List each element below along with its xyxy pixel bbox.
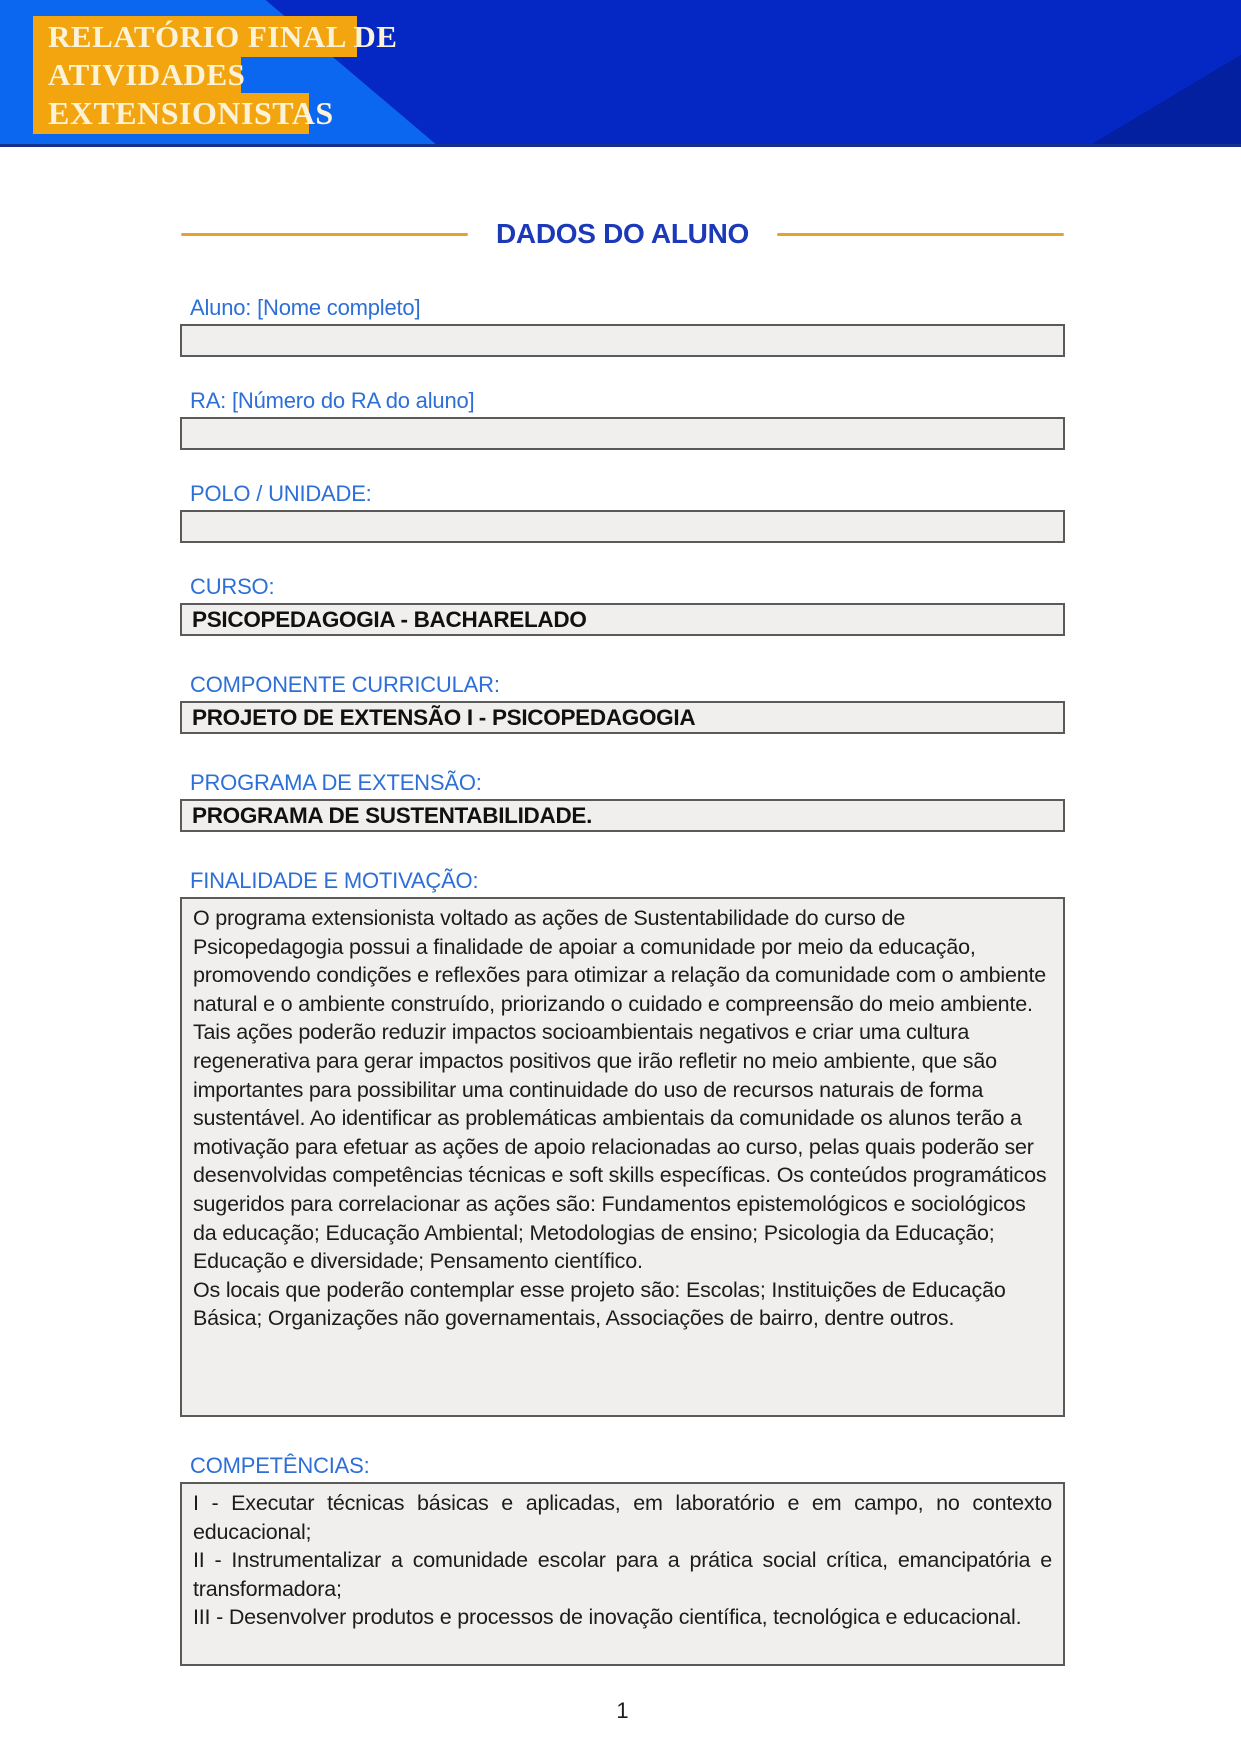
section-competencias bbox=[180, 1454, 1065, 1666]
banner-title-text-3: EXTENSIONISTAS bbox=[48, 95, 334, 131]
finalidade-text-box bbox=[180, 897, 1065, 1417]
field-polo bbox=[180, 482, 1065, 543]
title-rule-right bbox=[777, 233, 1064, 236]
banner-title-line-2 bbox=[33, 57, 246, 93]
page-footer bbox=[180, 1698, 1065, 1724]
field-programa-label: PROGRAMA DE EXTENSÃO: bbox=[190, 770, 482, 795]
programa-value: PROGRAMA DE SUSTENTABILIDADE. bbox=[192, 802, 593, 828]
banner-title-text-2: ATIVIDADES bbox=[48, 57, 246, 92]
title-rule-left bbox=[181, 233, 468, 236]
polo-input[interactable] bbox=[180, 510, 1065, 543]
field-componente-curricular bbox=[180, 673, 1065, 734]
componente-value: PROJETO DE EXTENSÃO I - PSICOPEDAGOGIA bbox=[192, 704, 696, 730]
curso-input[interactable] bbox=[180, 603, 1065, 636]
banner-title-line-1 bbox=[33, 16, 398, 57]
page-number: 1 bbox=[616, 1698, 629, 1723]
document-body bbox=[0, 218, 1241, 1724]
field-polo-label: POLO / UNIDADE: bbox=[190, 481, 372, 506]
banner-title-text-1: RELATÓRIO FINAL DE bbox=[48, 18, 398, 54]
field-aluno-label: Aluno: [Nome completo] bbox=[190, 295, 421, 320]
curso-value: PSICOPEDAGOGIA - BACHARELADO bbox=[192, 606, 587, 632]
section-finalidade bbox=[180, 869, 1065, 1417]
finalidade-label: FINALIDADE E MOTIVAÇÃO: bbox=[190, 868, 479, 893]
field-curso-label: CURSO: bbox=[190, 574, 275, 599]
field-curso bbox=[180, 575, 1065, 636]
programa-input[interactable] bbox=[180, 799, 1065, 832]
section-title-row bbox=[180, 218, 1065, 250]
finalidade-paragraph-1: O programa extensionista voltado as ações de Sustentabilidade do curso de Psicopedagogia possui a finalidade de apoiar a comunidade por meio da educação, promovendo condições e reflexões para otimizar a relação da comunidade com o ambiente natural e o ambiente construído, priorizando o cuidado e compreensão do meio ambiente. Tais ações poderão reduzir impactos socioambientais negativos e criar uma cultura regenerativa para gerar impactos positivos que irão refletir no meio ambiente, que são importantes para possibilitar uma continuidade do uso de recursos naturais de forma sustentável. Ao identificar as problemáticas ambientais da comunidade os alunos terão a motivação para efetuar as ações de apoio relacionadas ao curso, pelas quais poderão ser desenvolvidas competências técnicas e soft skills específicas. Os conteúdos programáticos sugeridos para correlacionar as ações são: Fundamentos epistemológicos e sociológicos da educação; Educação Ambiental; Metodologias de ensino; Psicologia da Educação; Educação e diversidade; Pensamento científico. bbox=[193, 906, 1047, 1274]
field-ra-label: RA: [Número do RA do aluno] bbox=[190, 388, 475, 413]
field-ra bbox=[180, 389, 1065, 450]
competencias-text-box bbox=[180, 1482, 1065, 1666]
field-aluno bbox=[180, 296, 1065, 357]
competencia-item-3: III - Desenvolver produtos e processos de inovação científica, tecnológica e educacional. bbox=[193, 1605, 1022, 1630]
header-banner bbox=[0, 0, 1241, 147]
page-title: DADOS DO ALUNO bbox=[496, 218, 749, 249]
competencia-item-1: I - Executar técnicas básicas e aplicadas, em laboratório e em campo, no contexto educacional; bbox=[193, 1491, 1052, 1544]
field-componente-label: COMPONENTE CURRICULAR: bbox=[190, 672, 500, 697]
field-programa-extensao bbox=[180, 771, 1065, 832]
finalidade-paragraph-2: Os locais que poderão contemplar esse projeto são: Escolas; Instituições de Educação Básica; Organizações não governamentais, Associações de bairro, dentre outros. bbox=[193, 1277, 1006, 1331]
competencia-item-2: II - Instrumentalizar a comunidade escolar para a prática social crítica, emancipatória e transformadora; bbox=[193, 1548, 1052, 1601]
ra-input[interactable] bbox=[180, 417, 1065, 450]
banner-title-line-3 bbox=[33, 93, 334, 134]
componente-input[interactable] bbox=[180, 701, 1065, 734]
competencias-label: COMPETÊNCIAS: bbox=[190, 1453, 370, 1478]
aluno-input[interactable] bbox=[180, 324, 1065, 357]
